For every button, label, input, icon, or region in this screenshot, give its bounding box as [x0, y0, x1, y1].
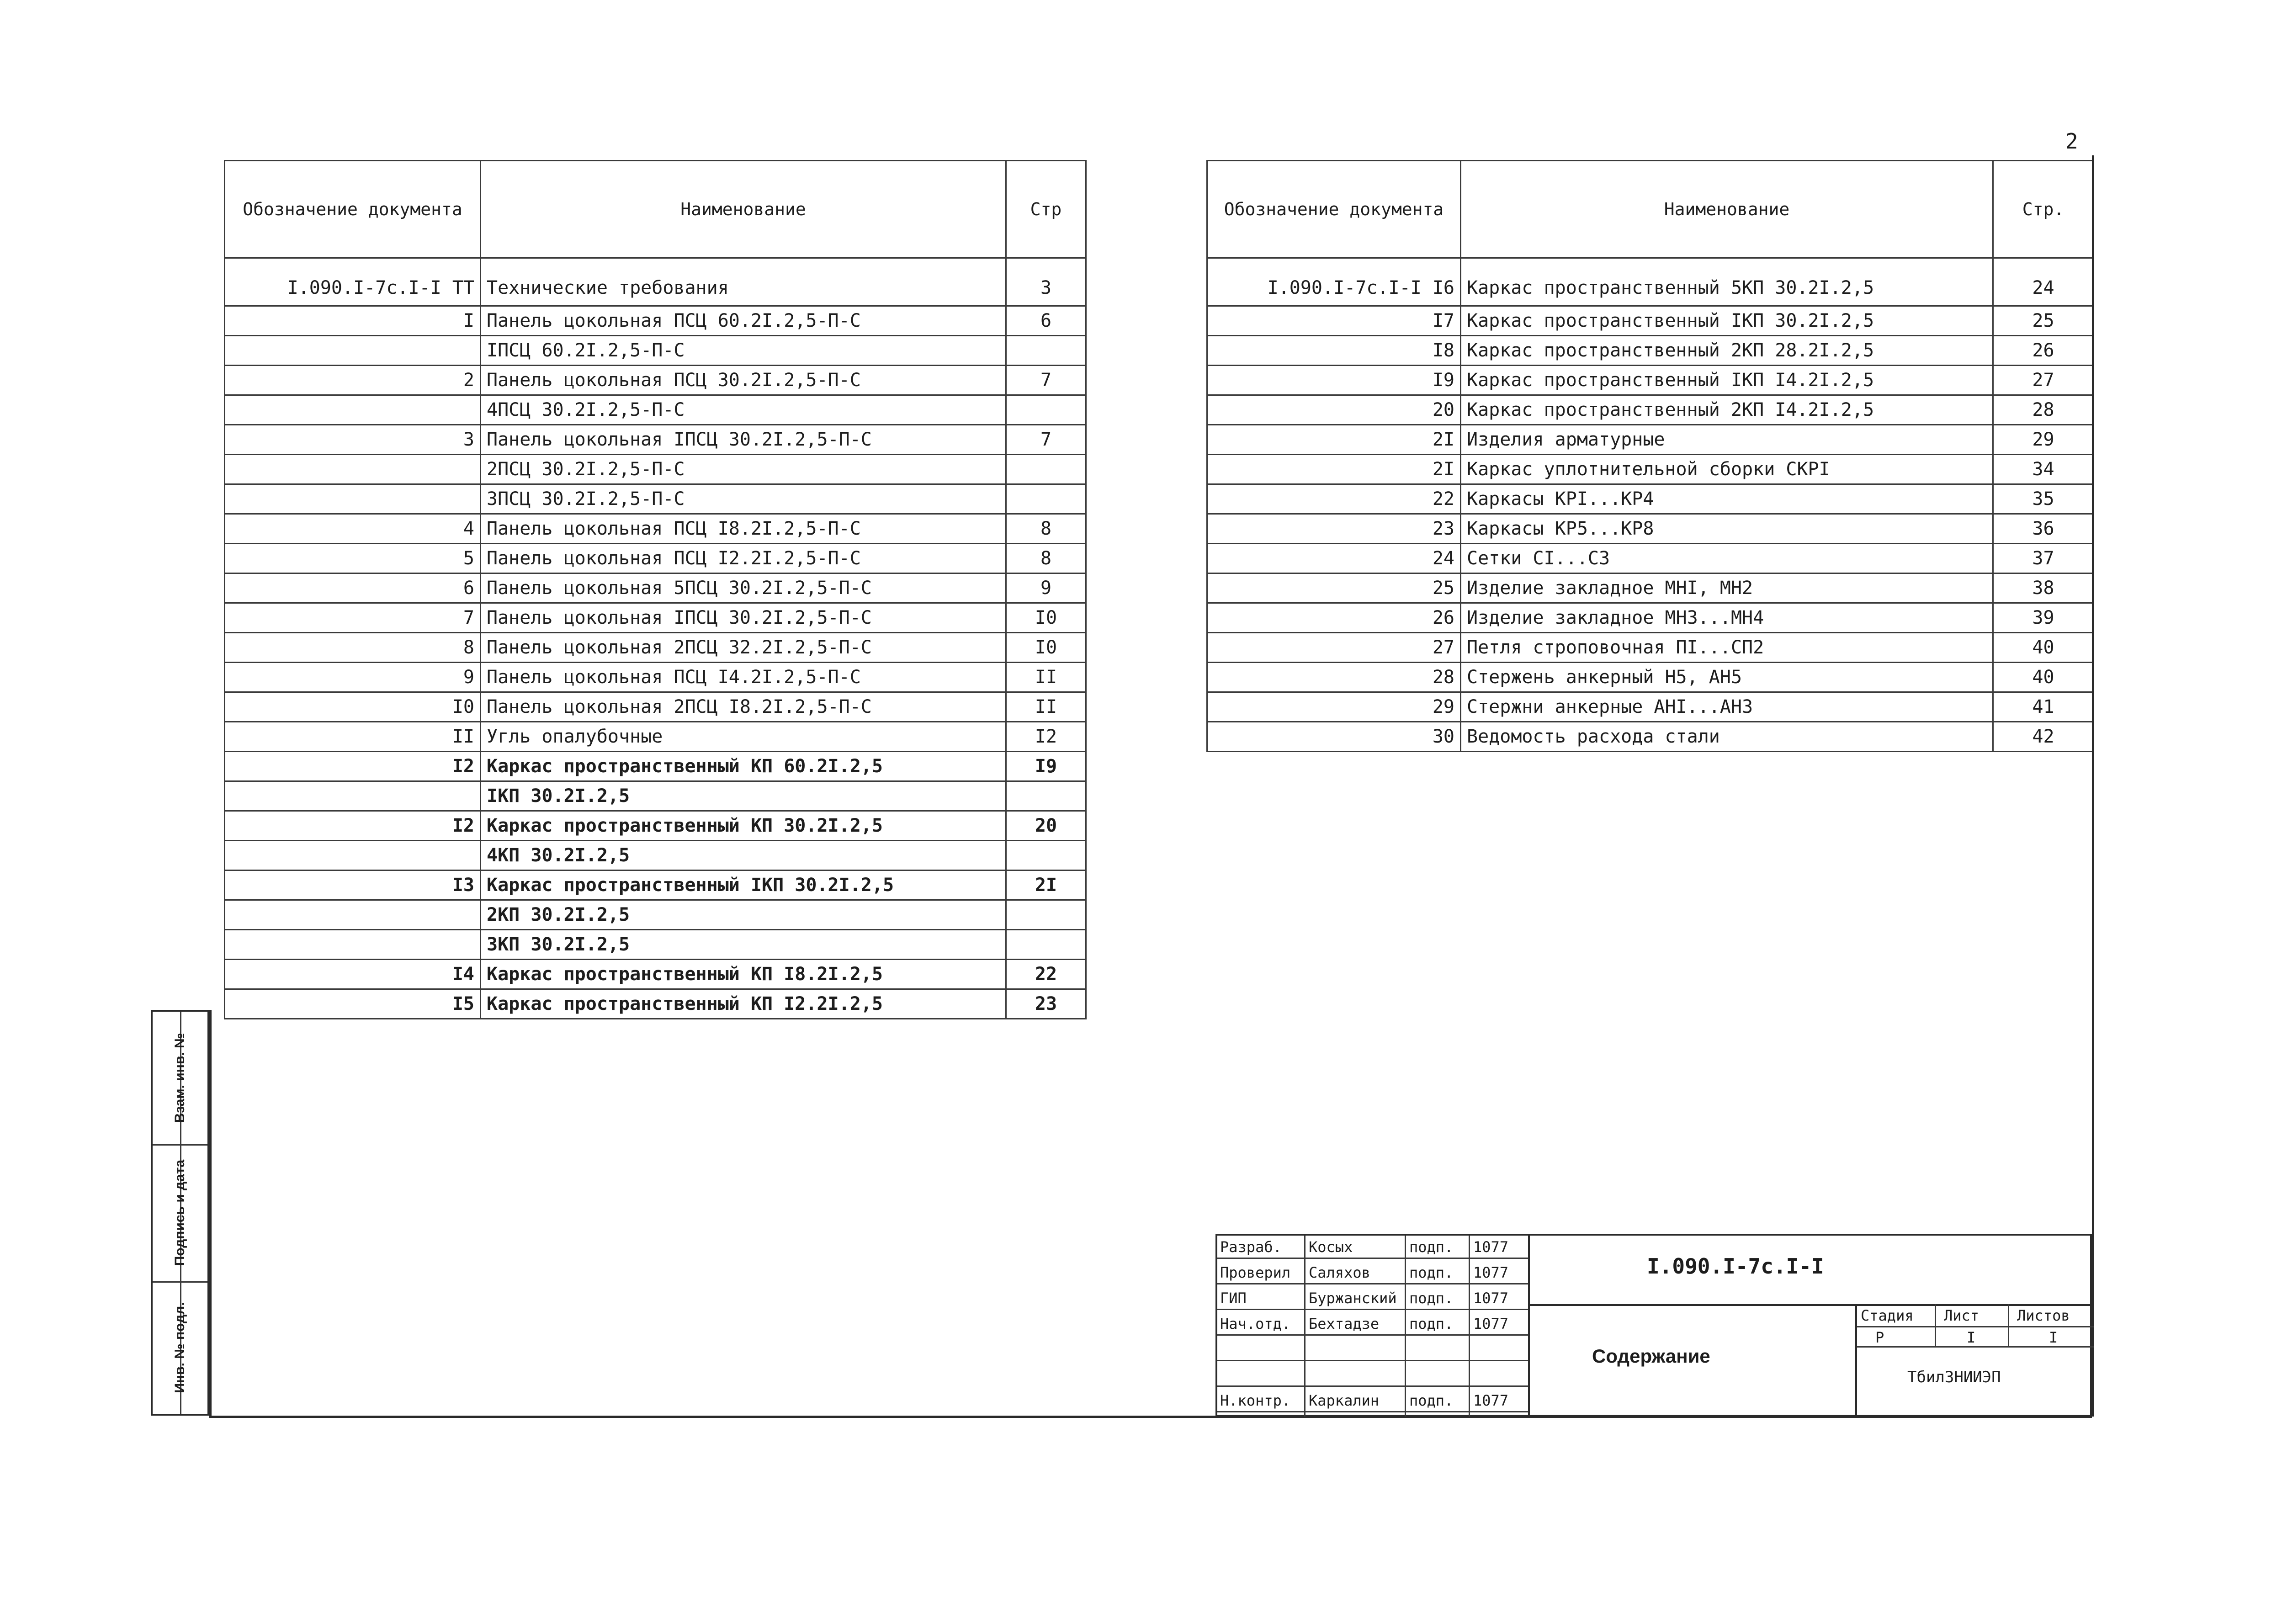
signature-role: ГИП — [1220, 1290, 1247, 1307]
cell-code — [225, 781, 481, 811]
cell-name: Панель цокольная 5ПСЦ 30.2I.2,5-П-С — [481, 573, 1006, 603]
cell-name: Каркас пространственный IКП 30.2I.2,5 — [1461, 306, 1993, 336]
signature-date: 1077 — [1473, 1264, 1509, 1281]
cell-name: Каркас уплотнительной сборки СКРI — [1461, 455, 1993, 484]
organization-name: ТбилЗНИИЭП — [1907, 1368, 2001, 1386]
signature-sign: подп. — [1409, 1290, 1454, 1307]
cell-page: I0 — [1006, 633, 1086, 663]
cell-page: 35 — [1993, 484, 2094, 514]
cell-page: 42 — [1993, 722, 2094, 752]
cell-name: Каркас пространственный КП 60.2I.2,5 — [481, 752, 1006, 781]
column-header-page: Стр — [1006, 161, 1086, 258]
cell-page: 2I — [1006, 870, 1086, 900]
cell-code: 25 — [1207, 573, 1461, 603]
cell-page: 8 — [1006, 514, 1086, 544]
table-row — [225, 366, 1086, 395]
cell-code — [225, 900, 481, 930]
sheet-number: 2 — [2065, 129, 2078, 154]
column-header-code: Обозначение документа — [1207, 161, 1461, 258]
cell-page: 8 — [1006, 544, 1086, 573]
cell-code: 26 — [1207, 603, 1461, 633]
cell-name: Каркас пространственный КП I8.2I.2,5 — [481, 960, 1006, 989]
meta-header-row — [1857, 1304, 2094, 1327]
cell-page: 9 — [1006, 573, 1086, 603]
cell-code: I4 — [225, 960, 481, 989]
cell-page: 22 — [1006, 960, 1086, 989]
table-row — [225, 336, 1086, 366]
cell-name: Панель цокольная ПСЦ I2.2I.2,5-П-С — [481, 544, 1006, 573]
right-contents-table — [1206, 160, 2094, 752]
table-row — [1207, 603, 2094, 633]
table-row — [225, 544, 1086, 573]
cell-code: I3 — [225, 870, 481, 900]
cell-page: 39 — [1993, 603, 2094, 633]
cell-page: 37 — [1993, 544, 2094, 573]
cell-page: 40 — [1993, 633, 2094, 663]
signature-row — [1217, 1236, 1528, 1259]
meta-block — [1855, 1304, 2094, 1417]
cell-name: IКП 30.2I.2,5 — [481, 781, 1006, 811]
signature-grid — [1217, 1236, 1530, 1417]
cell-page: 36 — [1993, 514, 2094, 544]
signature-sign: подп. — [1409, 1315, 1454, 1332]
cell-name: Панель цокольная IПСЦ 30.2I.2,5-П-С — [481, 603, 1006, 633]
cell-code — [225, 336, 481, 366]
cell-code: I — [225, 306, 481, 336]
left-table-body — [225, 258, 1086, 1019]
cell-code — [225, 930, 481, 960]
cell-code: I0 — [225, 692, 481, 722]
cell-name: 3ПСЦ 30.2I.2,5-П-С — [481, 484, 1006, 514]
cell-name: Каркас пространственный 5КП 30.2I.2,5 — [1461, 258, 1993, 306]
cell-code: 27 — [1207, 633, 1461, 663]
cell-name: Панель цокольная ПСЦ I8.2I.2,5-П-С — [481, 514, 1006, 544]
cell-code: I.090.I-7c.I-I ТТ — [225, 258, 481, 306]
cell-page: 28 — [1993, 395, 2094, 425]
cell-code: I.090.I-7c.I-I I6 — [1207, 258, 1461, 306]
cell-code: I5 — [225, 989, 481, 1019]
table-row — [1207, 544, 2094, 573]
table-row — [225, 960, 1086, 989]
cell-page: I9 — [1006, 752, 1086, 781]
signature-name: Косых — [1309, 1238, 1353, 1256]
cell-page: 34 — [1993, 455, 2094, 484]
table-row — [225, 722, 1086, 752]
meta-value-row — [1857, 1326, 2094, 1348]
strip-cell-inventory — [153, 1281, 207, 1414]
title-block — [1215, 1234, 2092, 1417]
cell-name: Каркас пространственный КП 30.2I.2,5 — [481, 811, 1006, 841]
grid-line — [1935, 1304, 1936, 1346]
column-header-code: Обозначение документа — [225, 161, 481, 258]
table-row — [225, 455, 1086, 484]
cell-name: Изделие закладное МН3...МН4 — [1461, 603, 1993, 633]
cell-code: I8 — [1207, 336, 1461, 366]
cell-name: Панель цокольная 2ПСЦ I8.2I.2,5-П-С — [481, 692, 1006, 722]
cell-code — [225, 841, 481, 870]
table-row — [1207, 633, 2094, 663]
table-row — [1207, 336, 2094, 366]
cell-code: 2I — [1207, 455, 1461, 484]
cell-code: 30 — [1207, 722, 1461, 752]
cell-name: Панель цокольная 2ПСЦ 32.2I.2,5-П-С — [481, 633, 1006, 663]
cell-page: 6 — [1006, 306, 1086, 336]
table-row — [1207, 514, 2094, 544]
side-approval-strip — [151, 1010, 209, 1416]
cell-code: 3 — [225, 425, 481, 455]
table-row — [225, 633, 1086, 663]
table-row — [1207, 425, 2094, 455]
cell-code: 24 — [1207, 544, 1461, 573]
strip-cell-replaced — [153, 1012, 207, 1146]
signature-role: Проверил — [1220, 1264, 1291, 1281]
signature-name: Саляхов — [1309, 1264, 1370, 1281]
cell-name: Каркас пространственный 2КП I4.2I.2,5 — [1461, 395, 1993, 425]
frame-border-left — [209, 1010, 212, 1417]
table-row — [225, 573, 1086, 603]
signature-name: Буржанский — [1309, 1290, 1397, 1307]
signature-date: 1077 — [1473, 1238, 1509, 1256]
cell-code: 5 — [225, 544, 481, 573]
frame-border-right — [2092, 155, 2094, 1417]
cell-name: Панель цокольная IПСЦ 30.2I.2,5-П-С — [481, 425, 1006, 455]
table-row — [1207, 258, 2094, 306]
sheet-header: Лист — [1944, 1307, 1980, 1324]
cell-name: 2ПСЦ 30.2I.2,5-П-С — [481, 455, 1006, 484]
cell-name: Технические требования — [481, 258, 1006, 306]
cell-name: Панель цокольная ПСЦ 30.2I.2,5-П-С — [481, 366, 1006, 395]
cell-code: 23 — [1207, 514, 1461, 544]
sheet-value: I — [1967, 1329, 1976, 1346]
cell-page: 7 — [1006, 366, 1086, 395]
cell-name: Стержень анкерный Н5, АН5 — [1461, 663, 1993, 692]
signature-row — [1217, 1364, 1528, 1387]
cell-code: II — [225, 722, 481, 752]
table-row — [225, 841, 1086, 870]
cell-page — [1006, 900, 1086, 930]
document-code: I.090.I-7c.I-I — [1647, 1254, 1824, 1279]
cell-name: Петля строповочная ПI...СП2 — [1461, 633, 1993, 663]
cell-name: Каркас пространственный IКП I4.2I.2,5 — [1461, 366, 1993, 395]
strip-label: Взам. инв. № — [172, 1033, 187, 1123]
cell-name: Сетки CI...C3 — [1461, 544, 1993, 573]
cell-page: 3 — [1006, 258, 1086, 306]
table-row — [225, 306, 1086, 336]
sheets-value: I — [2049, 1329, 2058, 1346]
table-row — [1207, 484, 2094, 514]
cell-page: I2 — [1006, 722, 1086, 752]
signature-role: Разраб. — [1220, 1238, 1282, 1256]
table-row — [225, 811, 1086, 841]
cell-code — [225, 484, 481, 514]
table-row — [1207, 692, 2094, 722]
table-row — [225, 752, 1086, 781]
signature-date: 1077 — [1473, 1290, 1509, 1307]
cell-code: 4 — [225, 514, 481, 544]
cell-name: Каркас пространственный 2КП 28.2I.2,5 — [1461, 336, 1993, 366]
signature-role: Н.контр. — [1220, 1392, 1291, 1409]
cell-name: Изделия арматурные — [1461, 425, 1993, 455]
table-row — [225, 395, 1086, 425]
cell-page: 38 — [1993, 573, 2094, 603]
table-row — [225, 484, 1086, 514]
cell-page: 20 — [1006, 811, 1086, 841]
table-row — [1207, 395, 2094, 425]
stage-value: Р — [1875, 1329, 1884, 1346]
table-row — [225, 900, 1086, 930]
table-row — [225, 692, 1086, 722]
table-row — [225, 989, 1086, 1019]
cell-page: 27 — [1993, 366, 2094, 395]
signature-row — [1217, 1287, 1528, 1310]
signature-role: Нач.отд. — [1220, 1315, 1291, 1332]
cell-code: 7 — [225, 603, 481, 633]
column-header-page: Стр. — [1993, 161, 2094, 258]
cell-page: 24 — [1993, 258, 2094, 306]
cell-code: 8 — [225, 633, 481, 663]
cell-page: 25 — [1993, 306, 2094, 336]
cell-name: Стержни анкерные АНI...АН3 — [1461, 692, 1993, 722]
cell-page: 41 — [1993, 692, 2094, 722]
cell-code — [225, 455, 481, 484]
table-row — [1207, 663, 2094, 692]
cell-page: 23 — [1006, 989, 1086, 1019]
cell-code: 2 — [225, 366, 481, 395]
table-row — [1207, 455, 2094, 484]
table-row — [225, 514, 1086, 544]
cell-code: I7 — [1207, 306, 1461, 336]
signature-date: 1077 — [1473, 1315, 1509, 1332]
cell-name: Каркас пространственный КП I2.2I.2,5 — [481, 989, 1006, 1019]
cell-code: I9 — [1207, 366, 1461, 395]
cell-name: Каркасы КРI...КР4 — [1461, 484, 1993, 514]
table-row — [1207, 306, 2094, 336]
cell-page: II — [1006, 663, 1086, 692]
strip-label: Подпись и дата — [172, 1159, 187, 1266]
cell-code: 2I — [1207, 425, 1461, 455]
cell-page: II — [1006, 692, 1086, 722]
cell-code: 29 — [1207, 692, 1461, 722]
table-row — [225, 870, 1086, 900]
cell-name: 4КП 30.2I.2,5 — [481, 841, 1006, 870]
cell-name: Угль опалубочные — [481, 722, 1006, 752]
column-header-name: Наименование — [481, 161, 1006, 258]
cell-page: 29 — [1993, 425, 2094, 455]
cell-code: 20 — [1207, 395, 1461, 425]
signature-row — [1217, 1389, 1528, 1412]
cell-page — [1006, 841, 1086, 870]
cell-page — [1006, 484, 1086, 514]
left-contents-table — [224, 160, 1087, 1019]
cell-name: Панель цокольная ПСЦ 60.2I.2,5-П-С — [481, 306, 1006, 336]
cell-page — [1006, 781, 1086, 811]
cell-name: 2КП 30.2I.2,5 — [481, 900, 1006, 930]
signature-row — [1217, 1312, 1528, 1336]
table-row — [225, 663, 1086, 692]
right-table-body — [1207, 258, 2094, 752]
cell-code: 6 — [225, 573, 481, 603]
cell-page — [1006, 336, 1086, 366]
cell-code — [225, 395, 481, 425]
column-header-name: Наименование — [1461, 161, 1993, 258]
signature-date: 1077 — [1473, 1392, 1509, 1409]
cell-page: 7 — [1006, 425, 1086, 455]
signature-row — [1217, 1338, 1528, 1361]
strip-cell-signature — [153, 1144, 207, 1283]
cell-code: I2 — [225, 752, 481, 781]
sheets-header: Листов — [2017, 1307, 2070, 1324]
table-row — [225, 930, 1086, 960]
cell-name: 3КП 30.2I.2,5 — [481, 930, 1006, 960]
cell-name: 4ПСЦ 30.2I.2,5-П-С — [481, 395, 1006, 425]
signature-sign: подп. — [1409, 1264, 1454, 1281]
cell-code: 9 — [225, 663, 481, 692]
cell-code: 22 — [1207, 484, 1461, 514]
cell-page: 26 — [1993, 336, 2094, 366]
cell-name: Изделие закладное МНI, МН2 — [1461, 573, 1993, 603]
cell-page — [1006, 395, 1086, 425]
cell-name: Ведомость расхода стали — [1461, 722, 1993, 752]
signature-row — [1217, 1261, 1528, 1284]
cell-name: Каркас пространственный IКП 30.2I.2,5 — [481, 870, 1006, 900]
table-row — [225, 425, 1086, 455]
grid-line — [2008, 1304, 2009, 1346]
cell-page: I0 — [1006, 603, 1086, 633]
cell-page: 40 — [1993, 663, 2094, 692]
table-row — [225, 603, 1086, 633]
cell-name: Каркасы КР5...КР8 — [1461, 514, 1993, 544]
stage-header: Стадия — [1861, 1307, 1914, 1324]
signature-name: Бехтадзе — [1309, 1315, 1380, 1332]
cell-code: 28 — [1207, 663, 1461, 692]
table-row — [225, 781, 1086, 811]
cell-name: Панель цокольная ПСЦ I4.2I.2,5-П-С — [481, 663, 1006, 692]
cell-page — [1006, 455, 1086, 484]
signature-name: Каркалин — [1309, 1392, 1380, 1409]
table-row — [1207, 573, 2094, 603]
cell-code: I2 — [225, 811, 481, 841]
table-row — [1207, 366, 2094, 395]
table-row — [225, 258, 1086, 306]
cell-name: IПСЦ 60.2I.2,5-П-С — [481, 336, 1006, 366]
document-title: Содержание — [1592, 1345, 1710, 1367]
signature-sign: подп. — [1409, 1392, 1454, 1409]
cell-page — [1006, 930, 1086, 960]
strip-label: Инв. № подл. — [172, 1302, 187, 1393]
signature-sign: подп. — [1409, 1238, 1454, 1256]
table-row — [1207, 722, 2094, 752]
